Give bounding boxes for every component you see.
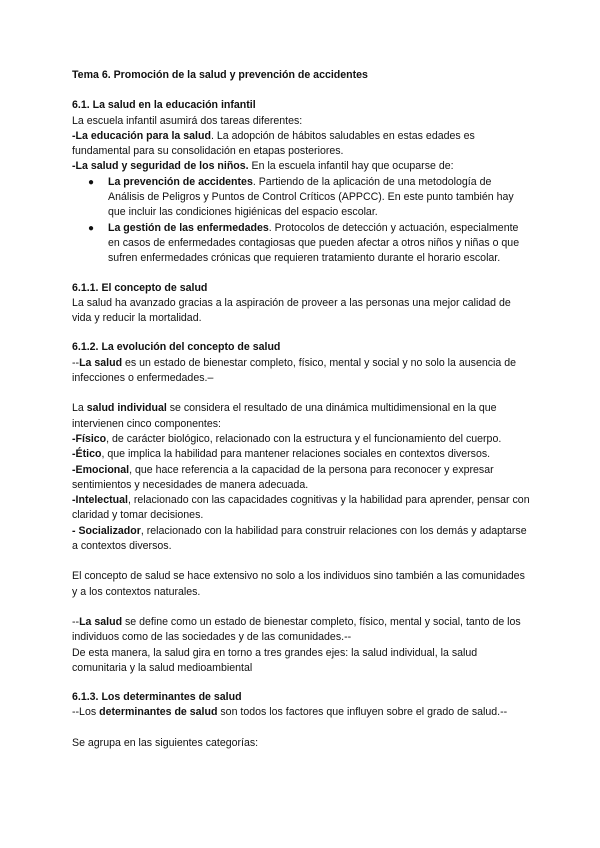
- bullet-item: [88, 221, 530, 267]
- component-item: [72, 524, 530, 555]
- task-item-education: [72, 129, 530, 160]
- component-text: , relacionado con la habilidad para construir relaciones con los demás y adaptarse a contextos diversos.: [72, 524, 527, 553]
- section-heading-6-1-3: 6.1.3. Los determinantes de salud: [72, 691, 242, 704]
- component-item: [72, 432, 530, 447]
- definition-text: es un estado de bienestar completo, físico, mental y social y no solo la ausencia de infecciones o enfermedades.–: [72, 356, 517, 385]
- bullet-item-text: . Partiendo de la aplicación de una metodología de Análisis de Peligros y Puntos de Control Críticos (APPCC). En este punto también hay que incluir las condiciones higiénicas del espacio escolar.: [108, 175, 514, 219]
- section-heading-6-1-1: 6.1.1. El concepto de salud: [72, 281, 208, 294]
- definition2-prefix: --: [72, 615, 80, 628]
- definition2-term: La salud: [79, 615, 123, 628]
- component-text: , relacionado con las capacidades cognitivas y la habilidad para aprender, pensar con claridad y tomar decisiones.: [72, 494, 530, 522]
- paragraph-determinants: [72, 705, 530, 720]
- component-title: - Socializador: [72, 524, 141, 537]
- component-item: [72, 493, 530, 524]
- bullet-list: [72, 175, 530, 267]
- component-title: -Físico: [72, 432, 107, 445]
- bullet-dot-icon: ●: [88, 222, 95, 234]
- section-intro: La escuela infantil asumirá dos tareas diferentes:: [72, 114, 303, 127]
- bullet-item-title: La gestión de las enfermedades: [108, 221, 269, 234]
- individual-text: se considera el resultado de una dinámica multidimensional en la que intervienen cinco componentes:: [72, 402, 497, 430]
- paragraph-individual-health: [72, 401, 530, 432]
- definition-term: La salud: [79, 356, 123, 369]
- component-title: -Intelectual: [72, 494, 128, 507]
- task-item-education-text: . La adopción de hábitos saludables en estas edades es fundamental para su consolidación en etapas posteriores.: [72, 129, 475, 158]
- paragraph-health-axes: De esta manera, la salud gira en torno a tres grandes ejes: la salud individual, la salud comunitaria y la salud medioambiental: [72, 646, 478, 674]
- task-item-safety: [72, 159, 530, 174]
- paragraph-categories: Se agrupa en las siguientes categorías:: [72, 736, 259, 749]
- component-title: -Ético: [72, 448, 102, 461]
- determinants-term: determinantes de salud: [99, 706, 218, 719]
- section-heading-6-1: 6.1. La salud en la educación infantil: [72, 99, 256, 112]
- determinants-text: son todos los factores que influyen sobre el grado de salud.--: [217, 706, 508, 719]
- bullet-item-title: La prevención de accidentes: [108, 175, 253, 188]
- component-item: [72, 463, 530, 494]
- paragraph-extensive-concept: El concepto de salud se hace extensivo no solo a los individuos sino también a las comunidades y a los contextos naturales.: [72, 570, 525, 598]
- bullet-item: [88, 175, 530, 221]
- definition-prefix: --: [72, 356, 80, 369]
- task-item-education-title: -La educación para la salud: [72, 129, 211, 142]
- component-text: , de carácter biológico, relacionado con la estructura y el funcionamiento del cuerpo.: [106, 432, 502, 445]
- bullet-dot-icon: ●: [88, 176, 95, 188]
- component-title: -Emocional: [72, 463, 130, 476]
- definition2-text: se define como un estado de bienestar completo, físico, mental y social, tanto de los individuos como de las sociedades y de las comunidades.--: [72, 615, 521, 644]
- determinants-prefix: --Los: [72, 706, 100, 719]
- section-heading-6-1-2: 6.1.2. La evolución del concepto de salud: [72, 341, 281, 354]
- document-title: Tema 6. Promoción de la salud y prevención de accidentes: [72, 69, 368, 81]
- paragraph-health-concept: La salud ha avanzado gracias a la aspiración de proveer a las personas una mejor calidad de vida y reducir la mortalidad.: [72, 296, 511, 325]
- paragraph-health-definition: [72, 356, 530, 387]
- component-text: , que hace referencia a la capacidad de la persona para reconocer y expresar sentimientos y necesidades de manera adecuada.: [72, 463, 494, 491]
- task-item-safety-title: -La salud y seguridad de los niños.: [72, 160, 249, 173]
- paragraph-health-definition-2: [72, 615, 530, 646]
- individual-prefix: La: [72, 402, 87, 415]
- component-text: , que implica la habilidad para mantener relaciones sociales en contextos diversos.: [101, 448, 491, 461]
- component-item: [72, 447, 530, 462]
- bullet-item-text: . Protocolos de detección y actuación, especialmente en casos de enfermedades contagiosas que pueden afectar a otros niños y niñas o que sufren enfermedades crónicas que requieren tratamiento durante el horario escolar.: [108, 221, 520, 265]
- task-item-safety-text: En la escuela infantil hay que ocuparse de:: [248, 160, 454, 173]
- individual-term: salud individual: [86, 402, 167, 415]
